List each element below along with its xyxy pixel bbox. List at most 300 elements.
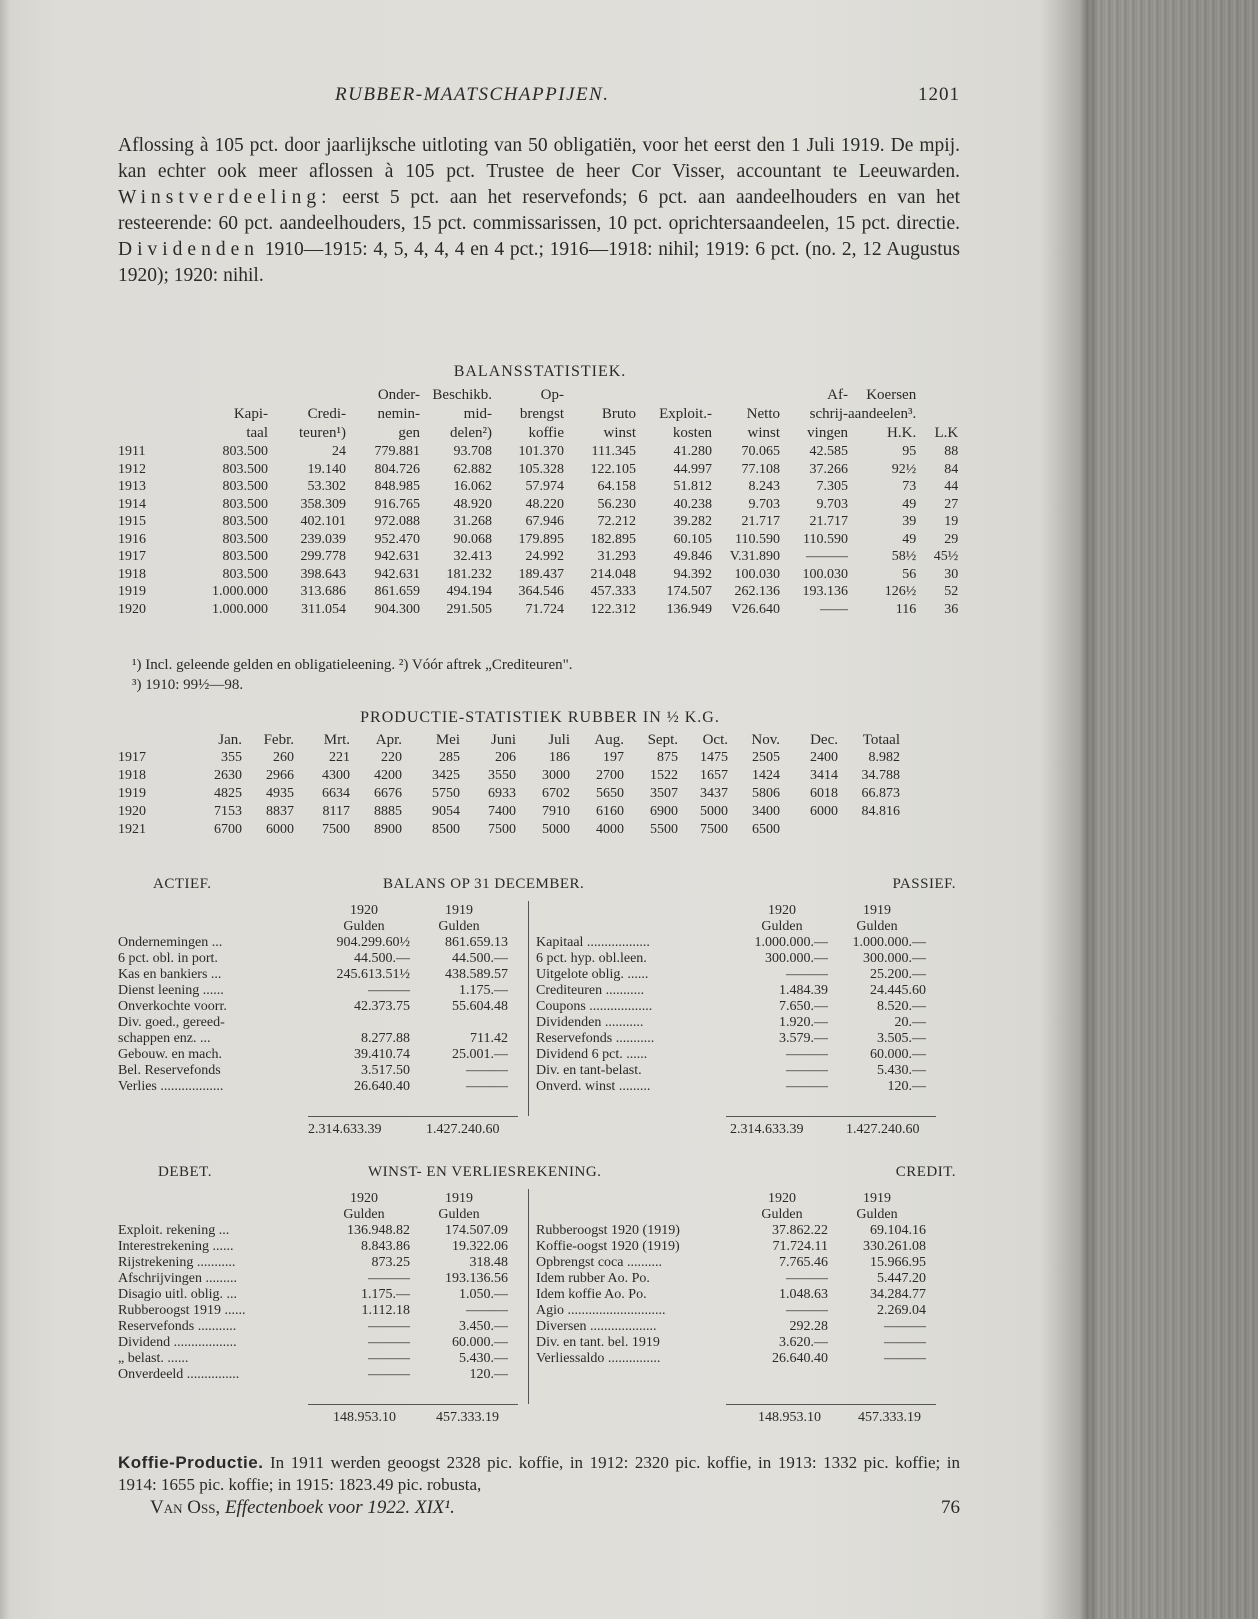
account-item: Reservefonds ........... (118, 1319, 237, 1334)
table-cell: 1475 (700, 750, 728, 765)
table-cell: 3507 (650, 786, 678, 801)
unit-row (536, 919, 926, 935)
unit-label: Gulden (761, 1207, 803, 1222)
table-cell: 70.065 (741, 444, 780, 459)
table-cell: 111.345 (591, 444, 636, 459)
balans-account-title: BALANS OP 31 DECEMBER. (383, 876, 585, 892)
table-cell: 95 (902, 444, 917, 459)
table-cell: 94.392 (673, 566, 712, 582)
account-row (536, 1255, 926, 1271)
table-cell: 9.703 (816, 496, 848, 512)
running-header (110, 84, 960, 108)
table-cell: 40.238 (673, 496, 712, 512)
column-header: winst (603, 425, 636, 441)
amount-1920: 44.500.— (354, 951, 410, 966)
account-item: Div. en tant-belast. (536, 1063, 642, 1078)
account-row (536, 1079, 926, 1095)
amount-1920: 3.620.— (779, 1335, 828, 1350)
spacer (118, 1207, 318, 1223)
account-row (118, 1079, 508, 1095)
account-row (118, 1239, 508, 1255)
table-cell: 92½ (891, 461, 917, 477)
row-year: 1917 (118, 750, 146, 765)
table-cell: 779.881 (374, 444, 420, 459)
amount-1919: 60.000.— (452, 1335, 508, 1350)
column-header: Aug. (594, 732, 624, 748)
page-footer (150, 1497, 960, 1519)
table-cell: 875 (657, 750, 678, 765)
book-page-edges (1088, 0, 1258, 1619)
table-cell: 861.659 (374, 584, 420, 599)
table-cell: 299.778 (300, 549, 346, 564)
account-row (118, 1047, 508, 1063)
account-row (536, 1335, 926, 1351)
column-year-1919: 1919 (863, 903, 891, 918)
table-cell: 39.282 (673, 514, 712, 529)
table-cell: 8.243 (748, 479, 780, 494)
amount-1920: 1.920.— (779, 1015, 828, 1030)
amount-1920: ——— (368, 1335, 410, 1350)
row-year: 1911 (118, 444, 146, 459)
koffie-productie-text: In 1911 werden geoogst 2328 pic. koffie, in 1912: 2320 pic. koffie, in 1913: 1332 pic. koffie; in 1914: 1655 pic. koffie; in 1915: 1823.49 pic. robusta, (118, 1453, 960, 1494)
table-cell: 239.039 (300, 531, 346, 547)
table-cell: 41.280 (673, 444, 712, 459)
winstverdeeling-label: Winstverdeeling: (118, 187, 332, 208)
amount-1919: 711.42 (470, 1031, 508, 1046)
column-header (158, 386, 268, 405)
table-cell: 1522 (650, 768, 678, 783)
table-cell: —— (820, 601, 848, 617)
table-cell: 7153 (214, 804, 242, 819)
footnote-1: ¹) Incl. geleende gelden en obligatieleening. ²) Vóór aftrek „Crediteuren". (132, 657, 573, 673)
account-row (118, 935, 508, 951)
page-content (110, 0, 970, 1619)
table-cell: ——— (806, 549, 848, 564)
column-header: Onder- (377, 387, 420, 403)
table-cell: 101.370 (518, 444, 564, 459)
column-header: taal (246, 425, 268, 441)
table-cell: 45½ (933, 549, 959, 564)
table-cell: 5000 (542, 822, 570, 837)
spacer (118, 1191, 318, 1207)
row-year: 1917 (118, 549, 146, 564)
table-cell: 174.507 (666, 584, 712, 599)
column-header: vingen (807, 425, 848, 441)
table-cell: 4000 (596, 822, 624, 837)
amount-1920 (318, 1015, 410, 1031)
table-cell: 6018 (810, 786, 838, 801)
table-cell: 2700 (596, 768, 624, 783)
header-title: RUBBER-MAATSCHAPPIJEN. (335, 84, 610, 105)
table-cell: 7500 (700, 822, 728, 837)
account-item: Kapitaal .................. (536, 935, 650, 950)
account-row (536, 1287, 926, 1303)
table-cell: 62.882 (453, 461, 492, 477)
amount-1920: ——— (786, 1271, 828, 1286)
column-year-1920: 1920 (350, 903, 378, 918)
column-year-1919: 1919 (445, 903, 473, 918)
table-cell: 32.413 (453, 549, 492, 564)
amount-1919: 69.104.16 (870, 1223, 926, 1238)
unit-row (536, 1207, 926, 1223)
account-item: Div. goed., gereed- (118, 1015, 225, 1030)
amount-1920: 42.373.75 (354, 999, 410, 1014)
table-cell: 916.765 (374, 496, 420, 512)
amount-1919: ——— (884, 1319, 926, 1334)
account-item: Disagio uitl. oblig. ... (118, 1287, 237, 1302)
table-cell: 494.194 (446, 584, 492, 599)
column-header (564, 386, 636, 405)
row-year: 1921 (118, 822, 146, 837)
amount-1920: 300.000.— (765, 951, 828, 966)
column-header: teuren¹) (299, 425, 346, 441)
unit-label: Gulden (856, 1207, 898, 1222)
intro-text-2: eerst 5 pct. aan het reservefonds; 6 pct. aan aandeelhouders en van het resteerende: 60 pct. aandeelhouders, 15 pct. commissarissen, 10 pct. oprichtersaandeelen, 15 pct. directie. (118, 187, 960, 234)
column-header: schrij- (809, 406, 848, 422)
footer-publisher: Van Oss, (150, 1497, 221, 1518)
account-row (536, 1271, 926, 1287)
column-header: Koersen (866, 387, 917, 403)
table-cell: 972.088 (374, 514, 420, 529)
table-cell: 206 (495, 750, 516, 765)
table-cell: 49 (902, 531, 917, 547)
debet-label: DEBET. (158, 1164, 212, 1180)
total-right-1919: 457.333.19 (858, 1410, 921, 1425)
amount-1920: 1.484.39 (779, 983, 828, 998)
table-cell: 116 (895, 601, 917, 617)
account-item: Dividend 6 pct. ...... (536, 1047, 648, 1062)
column-header: Beschikb. (432, 387, 492, 403)
table-cell: 19.140 (307, 461, 346, 477)
account-row (118, 951, 508, 967)
table-cell: 44 (944, 479, 959, 494)
row-year: 1912 (118, 461, 146, 477)
table-cell: 57.974 (525, 479, 564, 494)
amount-1920: 1.048.63 (779, 1287, 828, 1302)
table-row (118, 803, 900, 821)
table-cell: 27 (944, 496, 959, 512)
total-left-1919: 1.427.240.60 (426, 1122, 500, 1137)
table-cell: 31.293 (597, 549, 636, 564)
amount-1919: 300.000.— (863, 951, 926, 966)
amount-1919: ——— (884, 1351, 926, 1366)
column-header (916, 405, 958, 424)
table-cell: 84 (944, 461, 959, 477)
column-header (712, 386, 780, 405)
account-item: Bel. Reservefonds (118, 1063, 221, 1078)
table-cell (838, 821, 900, 839)
column-header: aandeelen³. (848, 406, 917, 422)
amount-1919: 1.000.000.— (852, 935, 926, 950)
table-cell: 358.309 (300, 496, 346, 512)
table-cell: 4935 (266, 786, 294, 801)
table-row (118, 513, 958, 531)
row-year: 1914 (118, 496, 146, 512)
table-cell: 313.686 (300, 584, 346, 599)
amount-1919: 20.— (894, 1015, 926, 1030)
table-cell: 262.136 (734, 584, 780, 599)
account-row (118, 1015, 508, 1031)
account-row (536, 1303, 926, 1319)
column-header (118, 731, 162, 749)
column-header: Dec. (810, 732, 838, 748)
table-cell: 31.268 (453, 514, 492, 529)
table-cell: 7400 (488, 804, 516, 819)
unit-label: Gulden (343, 919, 385, 934)
account-row (118, 1031, 508, 1047)
page-number: 1201 (918, 84, 960, 105)
account-item: Onverdeeld ............... (118, 1367, 240, 1382)
table-cell: 197 (603, 750, 624, 765)
table-cell: 60.105 (673, 531, 712, 547)
amount-1920: ——— (368, 983, 410, 998)
amount-1919: 2.269.04 (877, 1303, 926, 1318)
column-header: Bruto (601, 406, 636, 422)
table-cell: 30 (944, 566, 959, 582)
row-year: 1915 (118, 514, 146, 529)
table-cell: 6000 (266, 822, 294, 837)
row-year: 1913 (118, 479, 146, 494)
table-cell: 72.212 (597, 514, 636, 529)
account-row (536, 1015, 926, 1031)
table-row (118, 583, 958, 601)
table-cell: 904.300 (374, 601, 420, 617)
total-left-1920: 2.314.633.39 (308, 1122, 382, 1137)
table-cell: 804.726 (374, 461, 420, 477)
amount-1919: 8.520.— (877, 999, 926, 1014)
dividenden-label: Dividenden (118, 239, 259, 260)
column-header: gen (398, 425, 420, 441)
table-cell: 803.500 (222, 549, 268, 564)
amount-1920: 873.25 (371, 1255, 410, 1270)
table-cell: 8885 (374, 804, 402, 819)
amount-1919: 120.— (469, 1367, 508, 1382)
table-cell: 6900 (650, 804, 678, 819)
account-item: Rijstrekening ........... (118, 1255, 236, 1270)
table-cell: 48.920 (453, 496, 492, 512)
table-cell: 803.500 (222, 444, 268, 459)
amount-1920: 3.579.— (779, 1031, 828, 1046)
table-cell: 4300 (322, 768, 350, 783)
account-row (536, 935, 926, 951)
amount-1920: 1.112.18 (361, 1303, 410, 1318)
unit-label: Gulden (856, 919, 898, 934)
account-item: 6 pct. obl. in port. (118, 951, 218, 966)
productie-title: PRODUCTIE-STATISTIEK RUBBER IN ½ K.G. (360, 709, 720, 726)
column-header: Juni (490, 732, 516, 748)
account-item: Verlies .................. (118, 1079, 224, 1094)
table-cell: 1424 (752, 768, 780, 783)
table-row (118, 749, 900, 767)
table-cell: 803.500 (222, 514, 268, 529)
table-cell: 803.500 (222, 566, 268, 582)
amount-1919: ——— (466, 1303, 508, 1318)
amount-1920: 136.948.82 (347, 1223, 410, 1238)
table-cell: 803.500 (222, 461, 268, 477)
balans-title: BALANSSTATISTIEK. (453, 363, 627, 380)
table-cell: 6634 (322, 786, 350, 801)
unit-label: Gulden (438, 1207, 480, 1222)
amount-1920: 37.862.22 (772, 1223, 828, 1238)
table-cell: 6933 (488, 786, 516, 801)
column-header (118, 424, 158, 443)
table-cell: 220 (381, 750, 402, 765)
row-year: 1916 (118, 531, 146, 547)
account-row (118, 983, 508, 999)
account-row (536, 1047, 926, 1063)
column-header: koffie (528, 425, 564, 441)
table-cell: 110.590 (803, 531, 848, 547)
account-row (118, 999, 508, 1015)
table-cell: 364.546 (518, 584, 564, 599)
table-cell: 942.631 (374, 549, 420, 564)
table-cell: 2400 (810, 750, 838, 765)
account-item: Div. en tant. bel. 1919 (536, 1335, 660, 1350)
table-cell: V26.640 (731, 601, 780, 617)
column-header: H.K. (887, 425, 917, 441)
column-header: Apr. (375, 732, 402, 748)
column-header: Totaal (862, 732, 900, 748)
amount-1919: 55.604.48 (452, 999, 508, 1014)
account-item: Reservefonds ........... (536, 1031, 655, 1046)
table-cell: 179.895 (518, 531, 564, 547)
amount-1919: 34.284.77 (870, 1287, 926, 1302)
column-header: Mrt. (323, 732, 350, 748)
table-cell: 182.895 (590, 531, 636, 547)
koffie-productie-paragraph (118, 1452, 960, 1496)
column-header: Op- (540, 387, 564, 403)
account-item: Opbrengst coca .......... (536, 1255, 662, 1270)
column-header-row (536, 1191, 926, 1207)
total-right-1919: 1.427.240.60 (846, 1122, 920, 1137)
balans-account (118, 876, 966, 1136)
amount-1920: 1.175.— (361, 1287, 410, 1302)
spacer (118, 903, 318, 919)
table-cell: 4200 (374, 768, 402, 783)
unit-row (118, 919, 508, 935)
unit-label: Gulden (761, 919, 803, 934)
table-cell: 1.000.000 (212, 584, 268, 599)
table-row (118, 601, 958, 619)
column-year-1920: 1920 (768, 903, 796, 918)
table-cell: 5806 (752, 786, 780, 801)
account-item: Rubberoogst 1920 (1919) (536, 1223, 680, 1238)
table-cell: 84.816 (861, 804, 900, 819)
column-header (916, 386, 958, 405)
table-cell: 6702 (542, 786, 570, 801)
table-cell: 291.505 (446, 601, 492, 617)
table-cell: 16.062 (453, 479, 492, 494)
column-header (118, 386, 158, 405)
intro-text-3: 1910—1915: 4, 5, 4, 4, 4 en 4 pct.; 1916—1918: nihil; 1919: 6 pct. (no. 2, 12 Augustus 1920); 1920: nihil. (118, 239, 960, 286)
table-cell: 285 (439, 750, 460, 765)
amount-1920: 26.640.40 (354, 1079, 410, 1094)
table-cell: 186 (549, 750, 570, 765)
column-header: Af- (827, 387, 848, 403)
amount-1919: 3.450.— (459, 1319, 508, 1334)
debet-side (118, 1191, 508, 1383)
account-item: Dividenden ........... (536, 1015, 644, 1030)
amount-1919: ——— (466, 1063, 508, 1078)
table-cell: 8117 (322, 804, 350, 819)
table-cell: 6700 (214, 822, 242, 837)
table-cell: 6676 (374, 786, 402, 801)
table-cell: 7.305 (816, 479, 848, 494)
table-cell: 7910 (542, 804, 570, 819)
amount-1920: ——— (786, 967, 828, 982)
account-row (118, 1223, 508, 1239)
table-cell: 8837 (266, 804, 294, 819)
table-cell: 51.812 (673, 479, 712, 494)
account-item: Agio ............................ (536, 1303, 666, 1318)
account-row (118, 967, 508, 983)
footnote-3: ³) 1910: 99½—98. (132, 677, 244, 693)
table-cell: 64.158 (597, 479, 636, 494)
table-cell: 7500 (488, 822, 516, 837)
footer-book-title: Effectenboek voor 1922. (224, 1497, 411, 1518)
table-cell: 6160 (596, 804, 624, 819)
unit-row (118, 1207, 508, 1223)
amount-1920: ——— (368, 1367, 410, 1382)
column-header: delen²) (450, 425, 492, 441)
table-cell: 5650 (596, 786, 624, 801)
table-cell: 942.631 (374, 566, 420, 582)
table-cell: 122.312 (590, 601, 636, 617)
credit-side (536, 1191, 926, 1367)
account-item: Coupons .................. (536, 999, 653, 1014)
table-cell: 803.500 (222, 496, 268, 512)
table-cell: 48.220 (525, 496, 564, 512)
column-header: Febr. (263, 732, 294, 748)
koffie-productie-label: Koffie-Productie. (118, 1453, 264, 1472)
amount-1919: 24.445.60 (870, 983, 926, 998)
column-header: mid- (463, 406, 492, 422)
actief-side (118, 903, 508, 1095)
table-cell: 66.873 (861, 786, 900, 801)
table-cell: 105.328 (518, 461, 564, 477)
account-item: Onverkochte voorr. (118, 999, 227, 1014)
account-row (118, 1271, 508, 1287)
total-left-1920: 148.953.10 (333, 1410, 396, 1425)
table-cell: 5000 (700, 804, 728, 819)
table-cell: 42.585 (809, 444, 848, 459)
spacer (536, 903, 736, 919)
table-cell: 402.101 (300, 514, 346, 529)
table-cell: 7500 (322, 822, 350, 837)
account-row (536, 1239, 926, 1255)
account-row (536, 1031, 926, 1047)
table-cell: 5500 (650, 822, 678, 837)
table-cell: 457.333 (590, 584, 636, 599)
amount-1920: ——— (786, 1303, 828, 1318)
column-header: Nov. (751, 732, 780, 748)
table-cell: 9054 (432, 804, 460, 819)
amount-1919: 193.136.56 (445, 1271, 508, 1286)
table-row (118, 443, 958, 461)
column-header: winst (747, 425, 780, 441)
column-divider (528, 901, 529, 1116)
amount-1920: 7.765.46 (779, 1255, 828, 1270)
account-item: Afschrijvingen ......... (118, 1271, 237, 1286)
account-item: schappen enz. ... (118, 1031, 211, 1046)
table-cell: 67.946 (525, 514, 564, 529)
amount-1920: 1.000.000.— (754, 935, 828, 950)
table-cell: 100.030 (802, 566, 848, 582)
table-cell: 93.708 (453, 444, 492, 459)
account-item: Exploit. rekening ... (118, 1223, 230, 1238)
header-row (118, 386, 958, 405)
column-header: Sept. (647, 732, 678, 748)
